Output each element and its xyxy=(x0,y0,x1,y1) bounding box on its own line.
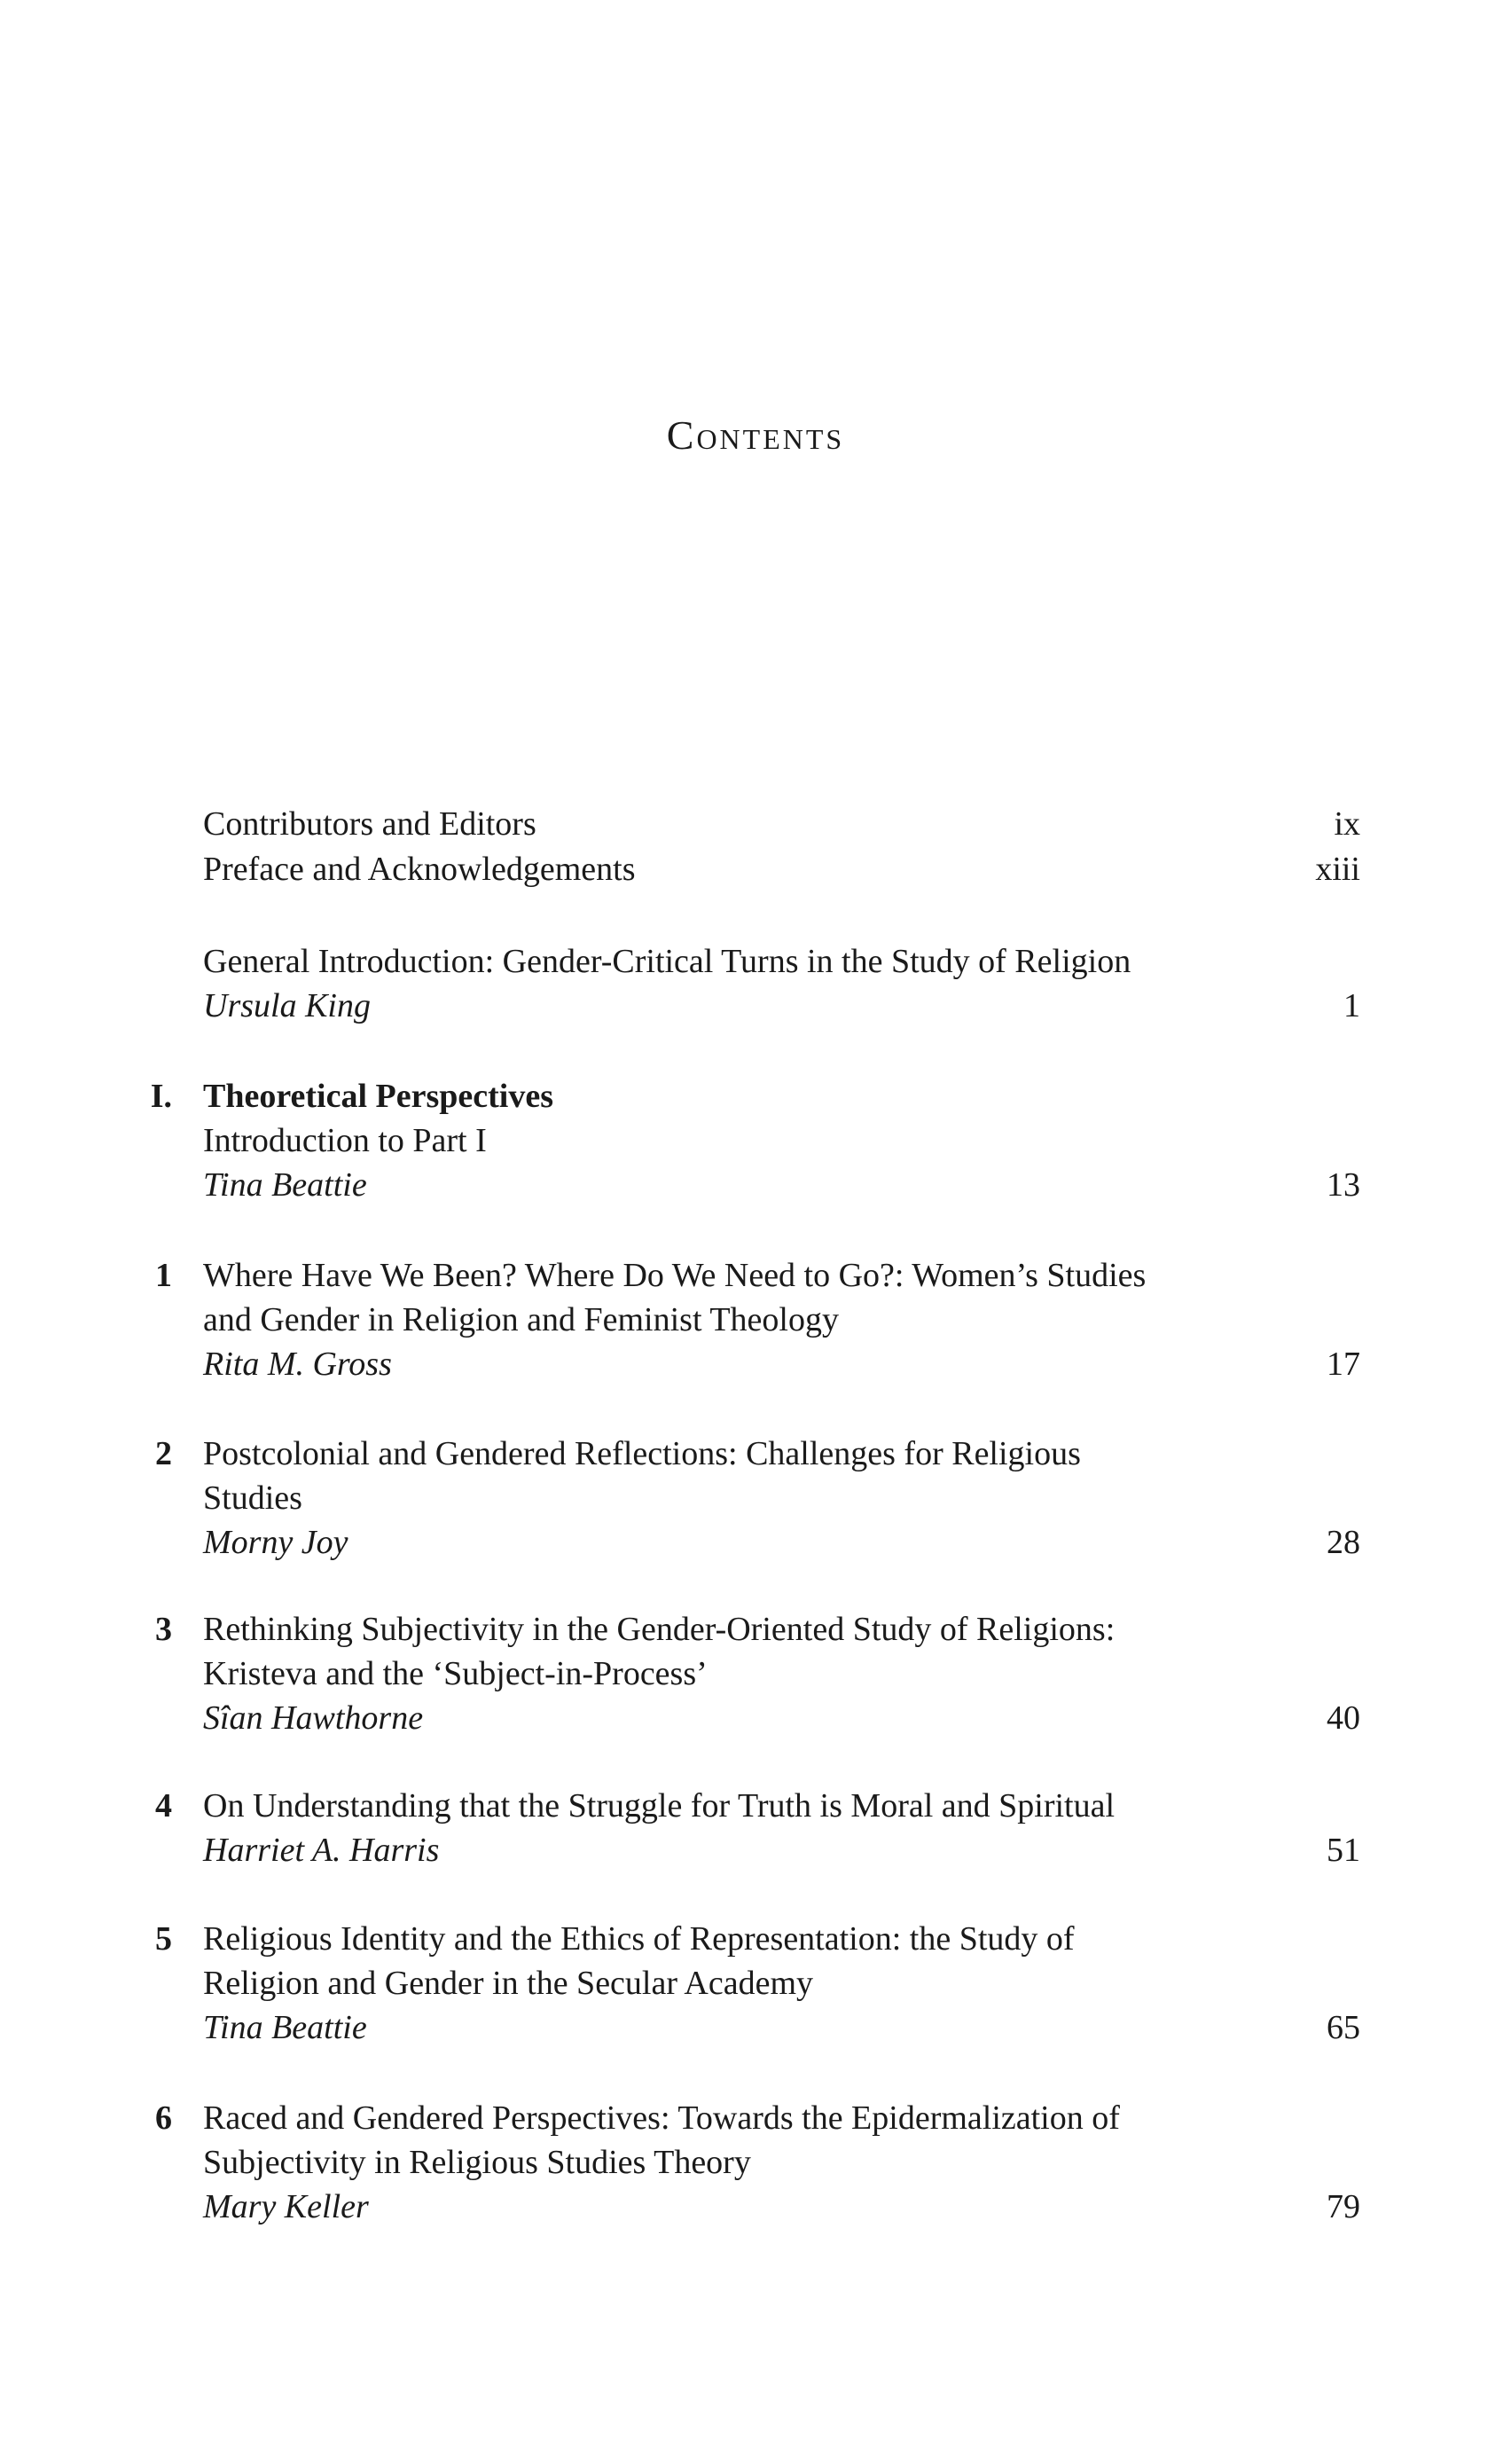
toc-entry-page: ix xyxy=(1334,805,1360,843)
chapter-page: 65 xyxy=(1327,2009,1360,2046)
chapter-number: 5 xyxy=(155,1920,172,1958)
chapter-title-line: Subjectivity in Religious Studies Theory xyxy=(203,2144,751,2181)
chapter-title-line: Kristeva and the ‘Subject-in-Process’ xyxy=(203,1655,708,1692)
chapter-author: Tina Beattie xyxy=(203,2009,367,2046)
page-title: Contents xyxy=(666,412,845,458)
chapter-title-line: and Gender in Religion and Feminist Theology xyxy=(203,1301,839,1338)
chapter-author: Sîan Hawthorne xyxy=(203,1699,424,1737)
chapter-number: 2 xyxy=(155,1435,172,1472)
toc-entry-page: 13 xyxy=(1327,1166,1360,1204)
chapter-title-line: Postcolonial and Gendered Reflections: Challenges for Religious xyxy=(203,1435,1081,1472)
chapter-number: 1 xyxy=(155,1257,172,1294)
toc-entry-title: Contributors and Editors xyxy=(203,805,536,843)
chapter-page: 40 xyxy=(1327,1699,1360,1737)
chapter-author: Mary Keller xyxy=(203,2188,369,2225)
chapter-title-line: Religion and Gender in the Secular Academy xyxy=(203,1965,814,2002)
chapter-title-line: Where Have We Been? Where Do We Need to Go?: Women’s Studies xyxy=(203,1257,1147,1294)
chapter-author: Rita M. Gross xyxy=(203,1346,392,1383)
chapter-author: Harriet A. Harris xyxy=(203,1832,440,1869)
chapter-page: 17 xyxy=(1327,1346,1360,1383)
toc-entry-author: Ursula King xyxy=(203,987,371,1024)
chapter-number: 4 xyxy=(155,1787,172,1824)
chapter-number: 3 xyxy=(155,1611,172,1648)
part-title: Theoretical Perspectives xyxy=(203,1078,553,1115)
toc-entry-title: Preface and Acknowledgements xyxy=(203,851,636,888)
toc-entry-title: Introduction to Part I xyxy=(203,1122,487,1159)
chapter-number: 6 xyxy=(155,2099,172,2137)
part-number: I. xyxy=(150,1078,172,1115)
chapter-title-line: Raced and Gendered Perspectives: Towards the Epidermalization of xyxy=(203,2099,1120,2137)
toc-entry-page: 1 xyxy=(1343,987,1360,1024)
chapter-title-line: Studies xyxy=(203,1479,302,1517)
toc-entry-author: Tina Beattie xyxy=(203,1166,367,1204)
chapter-title-line: Religious Identity and the Ethics of Representation: the Study of xyxy=(203,1920,1075,1958)
chapter-page: 51 xyxy=(1327,1832,1360,1869)
chapter-title-line: Rethinking Subjectivity in the Gender-Oriented Study of Religions: xyxy=(203,1611,1116,1648)
chapter-author: Morny Joy xyxy=(203,1524,348,1561)
chapter-page: 79 xyxy=(1327,2188,1360,2225)
chapter-title-line: On Understanding that the Struggle for Truth is Moral and Spiritual xyxy=(203,1787,1116,1824)
chapter-page: 28 xyxy=(1327,1524,1360,1561)
toc-entry-title: General Introduction: Gender-Critical Turns in the Study of Religion xyxy=(203,943,1131,980)
toc-entry-page: xiii xyxy=(1315,851,1360,888)
